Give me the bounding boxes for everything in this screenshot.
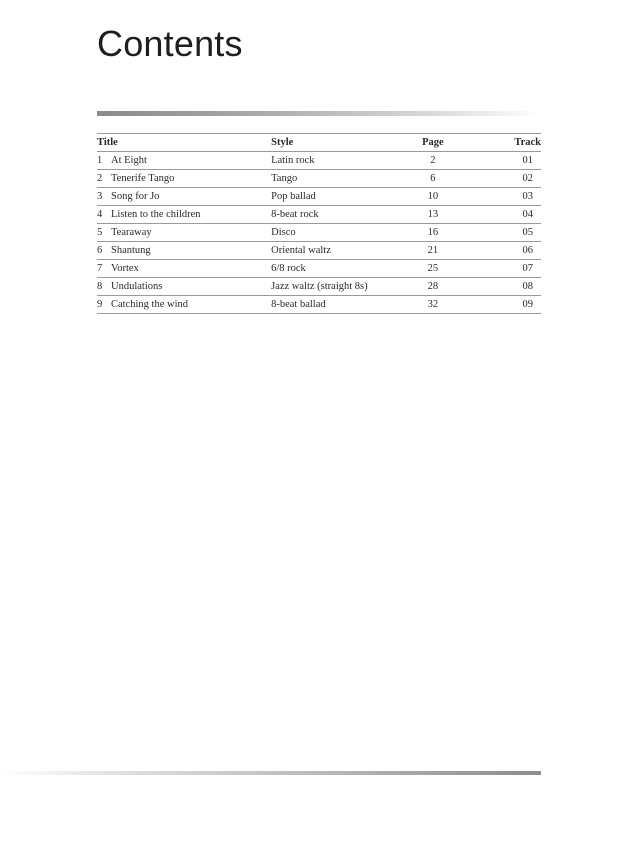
row-number: 4 [97,209,103,220]
row-track: 08 [476,278,541,296]
table-row [97,260,541,278]
row-track: 03 [476,188,541,206]
row-style: Pop ballad [271,188,390,206]
table-header-row [97,134,541,152]
row-number: 1 [97,155,103,166]
row-title: Tenerife Tango [111,173,175,184]
row-number: 3 [97,191,103,202]
row-page: 28 [390,278,475,296]
row-number: 5 [97,227,103,238]
row-page: 2 [390,152,475,170]
row-page: 21 [390,242,475,260]
row-number: 8 [97,281,103,292]
row-track: 04 [476,206,541,224]
row-title-cell [97,242,271,260]
row-page: 25 [390,260,475,278]
header-style: Style [271,134,390,152]
table-row [97,188,541,206]
table-row [97,242,541,260]
row-number: 9 [97,299,103,310]
header-page: Page [390,134,475,152]
row-track: 06 [476,242,541,260]
table-row [97,278,541,296]
row-page: 13 [390,206,475,224]
row-title: Vortex [111,263,139,274]
contents-table [97,133,541,314]
row-title: Shantung [111,245,151,256]
row-title-cell [97,260,271,278]
table-row [97,170,541,188]
row-title-cell [97,206,271,224]
row-title: Tearaway [111,227,152,238]
row-track: 05 [476,224,541,242]
row-title-cell [97,278,271,296]
row-number: 2 [97,173,103,184]
row-style: Disco [271,224,390,242]
row-page: 32 [390,296,475,314]
row-number: 6 [97,245,103,256]
row-page: 6 [390,170,475,188]
row-title-cell [97,152,271,170]
row-style: Oriental waltz [271,242,390,260]
row-title: Undulations [111,281,163,292]
table-row [97,206,541,224]
row-number: 7 [97,263,103,274]
row-title: Catching the wind [111,299,188,310]
row-style: Jazz waltz (straight 8s) [271,278,390,296]
row-title-cell [97,188,271,206]
page-title: Contents [97,23,243,64]
row-style: 6/8 rock [271,260,390,278]
row-style: Tango [271,170,390,188]
bottom-divider [0,771,541,775]
top-divider [97,111,540,116]
row-page: 10 [390,188,475,206]
row-title: Song for Jo [111,191,160,202]
table-row [97,224,541,242]
row-title-cell [97,296,271,314]
row-style: 8-beat rock [271,206,390,224]
table-row [97,296,541,314]
row-title: At Eight [111,155,147,166]
row-title: Listen to the children [111,209,201,220]
row-title-cell [97,224,271,242]
row-style: 8-beat ballad [271,296,390,314]
row-style: Latin rock [271,152,390,170]
header-track: Track [476,134,541,152]
row-title-cell [97,170,271,188]
table-row [97,152,541,170]
row-track: 01 [476,152,541,170]
header-title: Title [97,134,271,152]
row-track: 07 [476,260,541,278]
row-track: 02 [476,170,541,188]
row-page: 16 [390,224,475,242]
row-track: 09 [476,296,541,314]
